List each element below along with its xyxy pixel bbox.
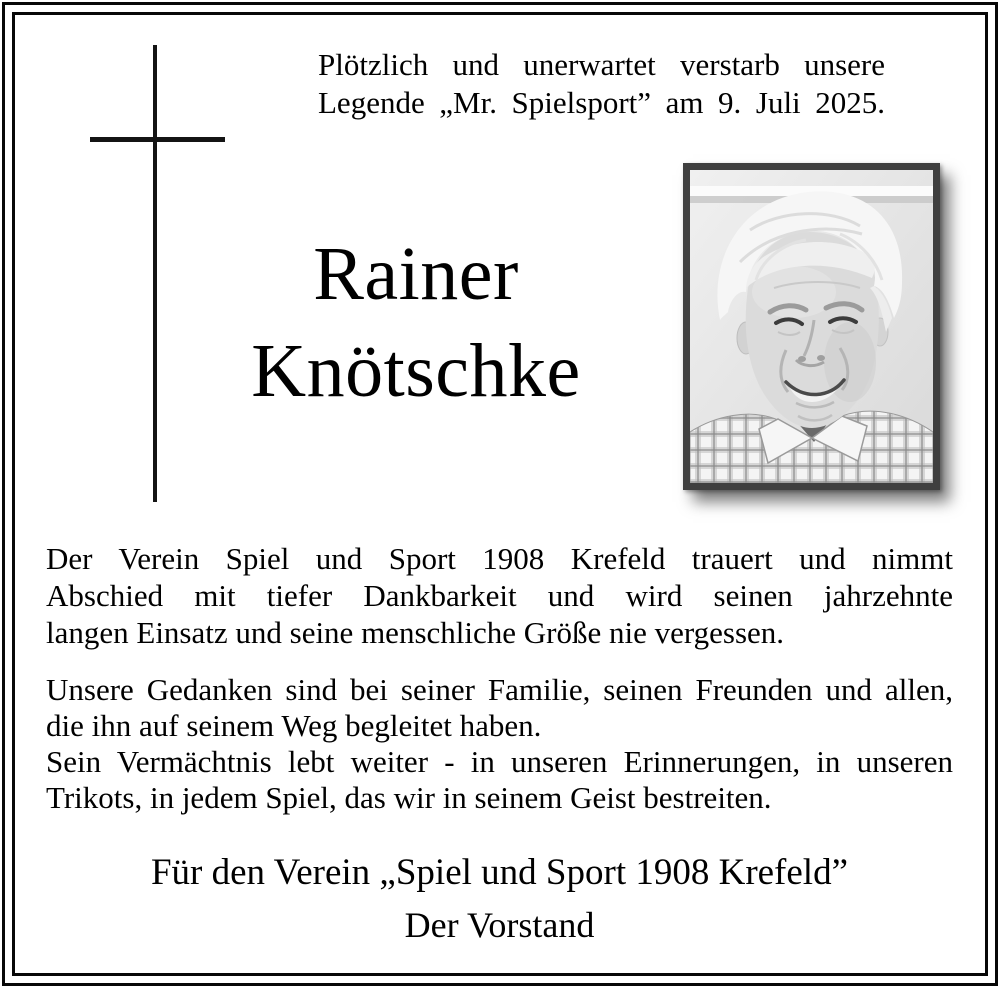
body-line: Sein Vermächtnis lebt weiter - in unseren Erinnerungen, in unseren <box>46 744 953 779</box>
body-line: Trikots, in jedem Spiel, das wir in seinem Geist bestreiten. <box>46 780 772 815</box>
inner-border-rule <box>12 12 988 976</box>
portrait-photo <box>683 163 940 490</box>
deceased-first-name: Rainer <box>313 232 519 316</box>
paragraph-club-mourning <box>46 540 953 651</box>
intro-text <box>318 46 885 122</box>
intro-line: Plötzlich und unerwartet verstarb unsere <box>318 47 885 82</box>
body-line: die ihn auf seinem Weg begleitet haben. <box>46 708 542 743</box>
body-line: Der Verein Spiel und Sport 1908 Krefeld trauert und nimmt <box>46 541 953 576</box>
body-line: langen Einsatz und seine menschliche Größe nie vergessen. <box>46 615 785 650</box>
portrait-illustration <box>690 170 933 483</box>
closing-signature: Der Vorstand <box>404 905 595 945</box>
paragraph-condolence <box>46 672 953 816</box>
cross-horizontal-bar <box>90 137 225 142</box>
body-line: Abschied mit tiefer Dankbarkeit und wird seinen jahrzehnte <box>46 578 953 613</box>
deceased-name <box>166 226 666 420</box>
body-line: Unsere Gedanken sind bei seiner Familie, seinen Freunden und allen, <box>46 672 953 707</box>
intro-line: Legende „Mr. Spielsport” am 9. Juli 2025. <box>318 85 885 120</box>
deceased-last-name: Knötschke <box>251 329 581 413</box>
closing-club-line: Für den Verein „Spiel und Sport 1908 Krefeld” <box>150 852 849 893</box>
cross-vertical-bar <box>153 45 157 502</box>
